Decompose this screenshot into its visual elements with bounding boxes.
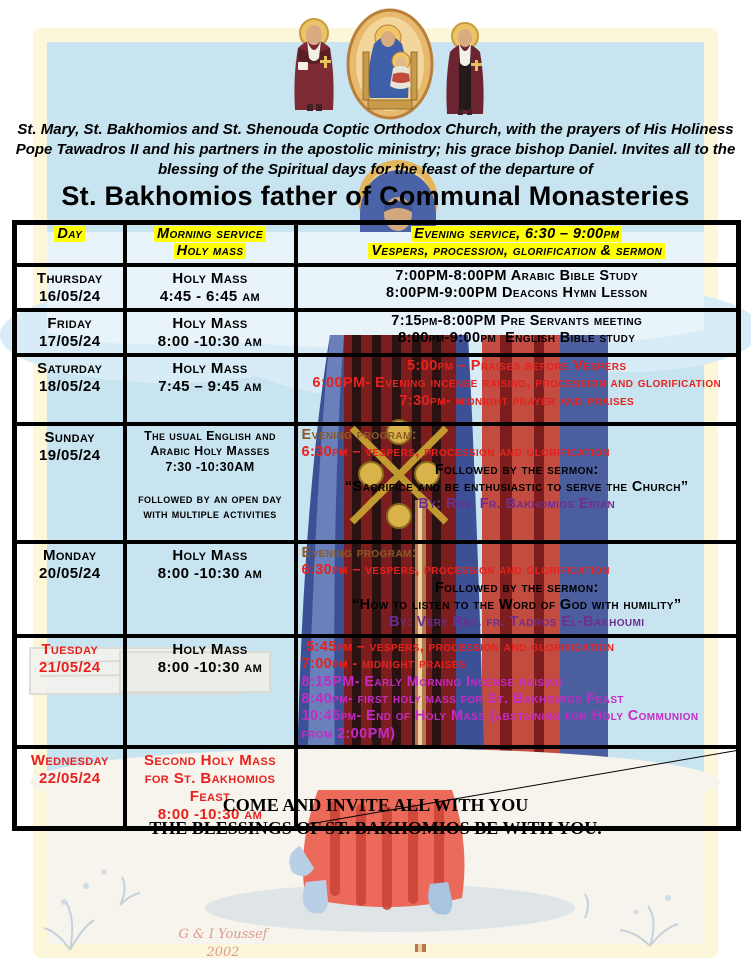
evening-cell: 7:15pm-8:00PM Pre Servants meeting 8:00pm-9:00pm English Bible study [296,310,739,355]
page-title: St. Bakhomios father of Communal Monasteries [61,181,690,211]
header-evening: Evening service, 6:30 – 9:00pm Vespers, procession, glorification & sermon [296,223,739,265]
morning-cell: Holy Mass 7:45 – 9:45 am [125,355,296,424]
table-header-row [15,223,739,265]
morning-cell: The usual English and Arabic Holy Masses 7:30 -10:30AM followed by an open day with multiple activities [125,424,296,542]
evening-cell: 5:45pm – vespers, procession and glorification 7:00pm - midnight praises 8:15PM- Early Morning Incense raising 8:40pm- first holy mass for St. Bakhomios Feast 10:45pm- End of Holy Mass (abstaining for Holy Communion from 2:00PM) [296,636,739,747]
table-row-sunday [15,424,739,542]
day-cell: Monday 20/05/24 [15,542,125,636]
morning-cell: Holy Mass 4:45 - 6:45 am [125,265,296,310]
left-foot [303,880,328,914]
st-mary-with-child-icon [346,8,435,120]
morning-cell: Holy Mass 8:00 -10:30 am [125,310,296,355]
table-row-monday [15,542,739,636]
artist-signature: G & I Youssef 2002 [178,927,268,960]
saint-left-icon [283,16,345,113]
schedule-table [12,220,741,831]
day-cell: Wednesday 22/05/24 [15,747,125,829]
evening-cell: 7:00PM-8:00PM Arabic Bible Study 8:00PM-9:00PM Deacons Hymn Lesson [296,265,739,310]
saint-right-icon [437,22,492,117]
header-morning: Morning service Holy mass [125,223,296,265]
morning-cell: Holy Mass 8:00 -10:30 am [125,636,296,747]
morning-cell: Second Holy Mass for St. Bakhomios Feast 8:00 -10:30 am [125,747,296,829]
table-row-friday [15,310,739,355]
day-cell: Tuesday 21/05/24 [15,636,125,747]
intro-paragraph: St. Mary, St. Bakhomios and St. Shenouda Coptic Orthodox Church, with the prayers of His Holiness Pope Tawadros II and his partners in the apostolic ministry; his grace bishop Daniel. Invites all to the blessing of the Spiritual days for the feast of the departure of [15,121,736,178]
footer-invitation [0,794,751,841]
table-row-saturday [15,355,739,424]
footer-line-1: COME AND INVITE ALL WITH YOU [222,795,529,815]
day-cell: Sunday 19/05/24 [15,424,125,542]
evening-cell: Evening program: 6:30pm – vespers, procession and glorification Followed by the sermon: “How to listen to the Word of God with humility” By: Very Rev. fr. Tadros El-Bakhoumi [296,542,739,636]
table-row-thursday [15,265,739,310]
evening-cell: 5:00pm – Praises before Vespers 6:00PM- Evening incense raising, procession and glorification 7:30pm- midnight prayer and praises [296,355,739,424]
day-cell: Thursday 16/05/24 [15,265,125,310]
morning-cell: Holy Mass 8:00 -10:30 am [125,542,296,636]
table-row-tuesday [15,636,739,747]
evening-cell: Evening program: 6:30pm – vespers, procession and glorification Followed by the sermon: “Sacrifice and be enthusiastic to serve the Church” By: Rev. Fr. Bakhomios Erian [296,424,739,542]
footer-line-2: THE BLESSINGS OF ST. BAKHOMIOS BE WITH YOU. [149,818,602,839]
header-day: Day [15,223,125,265]
day-cell: Friday 17/05/24 [15,310,125,355]
day-cell: Saturday 18/05/24 [15,355,125,424]
